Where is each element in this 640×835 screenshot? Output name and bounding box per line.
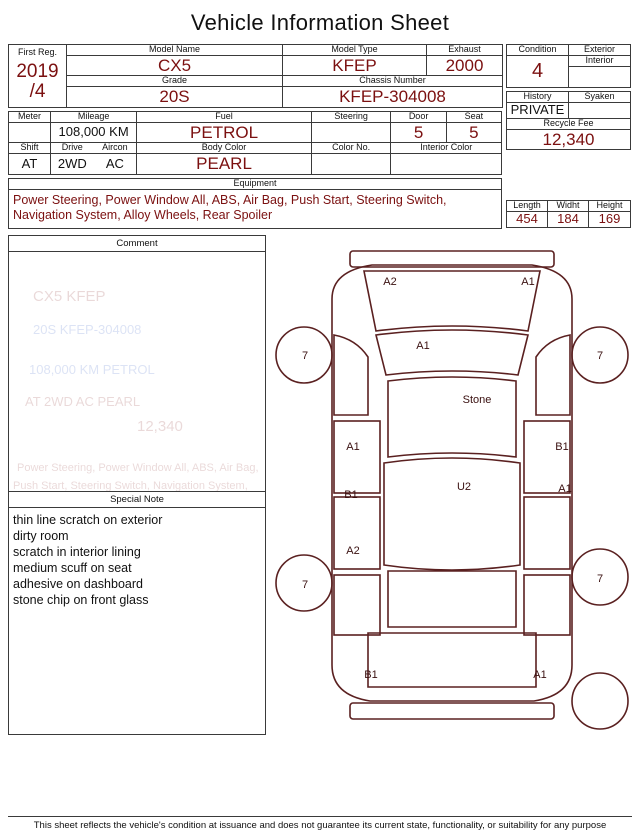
length-value: 454 xyxy=(507,211,548,227)
history-value: PRIVATE xyxy=(507,102,569,118)
condition-value: 4 xyxy=(507,55,569,87)
vehicle-main-table xyxy=(8,44,502,175)
comment-heading: Comment xyxy=(9,236,265,252)
exterior-label: Exterior xyxy=(569,45,631,56)
comment-ghost-line-7: Push Start, Steering Switch, Navigation System, xyxy=(13,479,248,491)
drive-label: Drive xyxy=(61,142,83,153)
comment-body xyxy=(9,252,265,491)
mileage-label: Mileage xyxy=(51,111,137,122)
model-type-label: Model Type xyxy=(283,45,427,56)
left-rear-door xyxy=(334,497,380,569)
fuel-value: PETROL xyxy=(137,122,312,143)
exhaust-label: Exhaust xyxy=(427,45,503,56)
grade-label: Grade xyxy=(67,76,283,87)
model-name-value: CX5 xyxy=(67,55,283,76)
door-value: 5 xyxy=(391,122,446,143)
top-section xyxy=(8,44,632,175)
body-color-value: PEARL xyxy=(137,154,312,175)
interior-color-value xyxy=(391,154,502,175)
lower-section xyxy=(8,235,632,735)
drive-aircon-value xyxy=(51,154,137,175)
interior-color-label: Interior Color xyxy=(391,143,502,154)
drive-value: 2WD xyxy=(57,156,87,171)
comment-ghost-line-3: 108,000 KM PETROL xyxy=(29,361,155,377)
meter-label: Meter xyxy=(9,111,51,122)
aircon-label: Aircon xyxy=(102,142,128,153)
seat-value: 5 xyxy=(446,122,501,143)
body-color-label: Body Color xyxy=(137,143,312,154)
right-front-fender xyxy=(536,335,570,415)
equipment-label: Equipment xyxy=(9,178,502,189)
diagram-mark: 7 xyxy=(596,349,604,362)
diagram-mark: B1 xyxy=(344,488,358,501)
rear-bumper xyxy=(350,703,554,719)
diagram-mark: A1 xyxy=(558,482,572,495)
recycle-fee-value: 12,340 xyxy=(507,129,631,150)
first-reg-label: First Reg. xyxy=(17,47,57,58)
equipment-section xyxy=(8,178,632,229)
comment-ghost-line-2: 20S KFEP-304008 xyxy=(33,321,142,337)
equipment-value-cell xyxy=(9,189,502,228)
diagram-mark: B1 xyxy=(364,668,378,681)
special-note-line: adhesive on dashboard xyxy=(13,576,143,591)
interior-value xyxy=(569,66,631,87)
grade-value: 20S xyxy=(67,87,283,108)
length-label: Length xyxy=(507,200,548,211)
model-name-label: Model Name xyxy=(67,45,283,56)
diagram-mark: A1 xyxy=(416,339,430,352)
door-label: Door xyxy=(391,111,446,122)
recycle-fee-label: Recycle Fee xyxy=(507,118,631,129)
shift-value: AT xyxy=(9,154,51,175)
color-no-value xyxy=(311,154,391,175)
diagram-mark: B1 xyxy=(555,440,569,453)
first-reg-value xyxy=(9,60,66,106)
equipment-value: Power Steering, Power Window All, ABS, Air Bag, Push Start, Steering Switch, Navigation System, Alloy Wheels, Rear Spoiler xyxy=(13,192,447,223)
cabin-panel xyxy=(384,458,520,570)
interior-label: Interior xyxy=(569,55,631,66)
special-note-line: scratch in interior lining xyxy=(13,544,141,559)
width-value: 184 xyxy=(548,211,589,227)
diagram-mark: A2 xyxy=(346,544,360,557)
rear-panel xyxy=(368,633,536,687)
height-label: Height xyxy=(589,200,631,211)
diagram-mark: A2 xyxy=(383,275,397,288)
comment-ghost-line-4: AT 2WD AC PEARL xyxy=(25,393,141,409)
diagram-mark: A1 xyxy=(533,668,547,681)
roof-panel xyxy=(388,377,516,457)
diagram-mark: U2 xyxy=(456,480,472,493)
first-reg-cell xyxy=(9,45,67,108)
seat-label: Seat xyxy=(446,111,501,122)
syaken-value xyxy=(569,102,631,118)
diagram-mark: A1 xyxy=(346,440,360,453)
left-front-door xyxy=(334,421,380,493)
shift-label: Shift xyxy=(9,143,51,154)
exhaust-value: 2000 xyxy=(427,55,503,76)
rear-glass xyxy=(388,571,516,627)
history-label: History xyxy=(507,91,569,102)
mileage-value: 108,000 KM xyxy=(51,122,137,143)
special-note-line: dirty room xyxy=(13,528,69,543)
vehicle-diagram xyxy=(272,235,632,735)
first-reg-month: /4 xyxy=(29,80,46,102)
special-note-line: thin line scratch on exterior xyxy=(13,512,163,527)
diagram-mark: 7 xyxy=(596,572,604,585)
comment-panel xyxy=(8,235,266,735)
special-note-body xyxy=(9,508,265,734)
steering-value xyxy=(311,122,391,143)
left-rear-quarter xyxy=(334,575,380,635)
color-no-label: Color No. xyxy=(311,143,391,154)
vehicle-diagram-panel xyxy=(272,235,632,735)
diagram-mark: Stone xyxy=(462,393,492,406)
comment-ghost-line-6: Power Steering, Power Window All, ABS, Air Bag, xyxy=(17,461,259,474)
equipment-table xyxy=(8,178,502,229)
width-label: Widht xyxy=(548,200,589,211)
aircon-value: AC xyxy=(105,156,124,171)
diagram-mark-labels xyxy=(302,276,603,681)
fuel-label: Fuel xyxy=(137,111,312,122)
chassis-value: KFEP-304008 xyxy=(283,87,503,108)
special-note-line: stone chip on front glass xyxy=(13,592,149,607)
left-front-fender xyxy=(334,335,368,415)
comment-ghost-line-1: CX5 KFEP xyxy=(33,287,106,305)
condition-label: Condition xyxy=(507,45,569,56)
meter-value xyxy=(9,122,51,143)
dimensions-table xyxy=(506,178,630,229)
right-rear-quarter xyxy=(524,575,570,635)
syaken-label: Syaken xyxy=(569,91,631,102)
chassis-label: Chassis Number xyxy=(283,76,503,87)
height-value: 169 xyxy=(589,211,631,227)
drive-aircon-label xyxy=(51,143,137,154)
comment-ghost-line-5: 12,340 xyxy=(137,417,183,435)
diagram-mark: 7 xyxy=(301,349,309,362)
steering-label: Steering xyxy=(311,111,391,122)
disclaimer-footer: This sheet reflects the vehicle's condition at issuance and does not guarantee its current state, functionality, or suitability for any purpose xyxy=(8,816,632,831)
condition-side-table xyxy=(506,44,630,175)
model-type-value: KFEP xyxy=(283,55,427,76)
spare-wheel xyxy=(572,673,628,729)
page-title: Vehicle Information Sheet xyxy=(190,10,450,35)
windshield xyxy=(376,330,528,375)
diagram-mark: 7 xyxy=(301,578,309,591)
special-note-heading: Special Note xyxy=(9,491,265,508)
right-rear-door xyxy=(524,497,570,569)
special-note-line: medium scuff on seat xyxy=(13,560,132,575)
diagram-mark: A1 xyxy=(521,275,535,288)
first-reg-year: 2019 xyxy=(16,60,59,82)
